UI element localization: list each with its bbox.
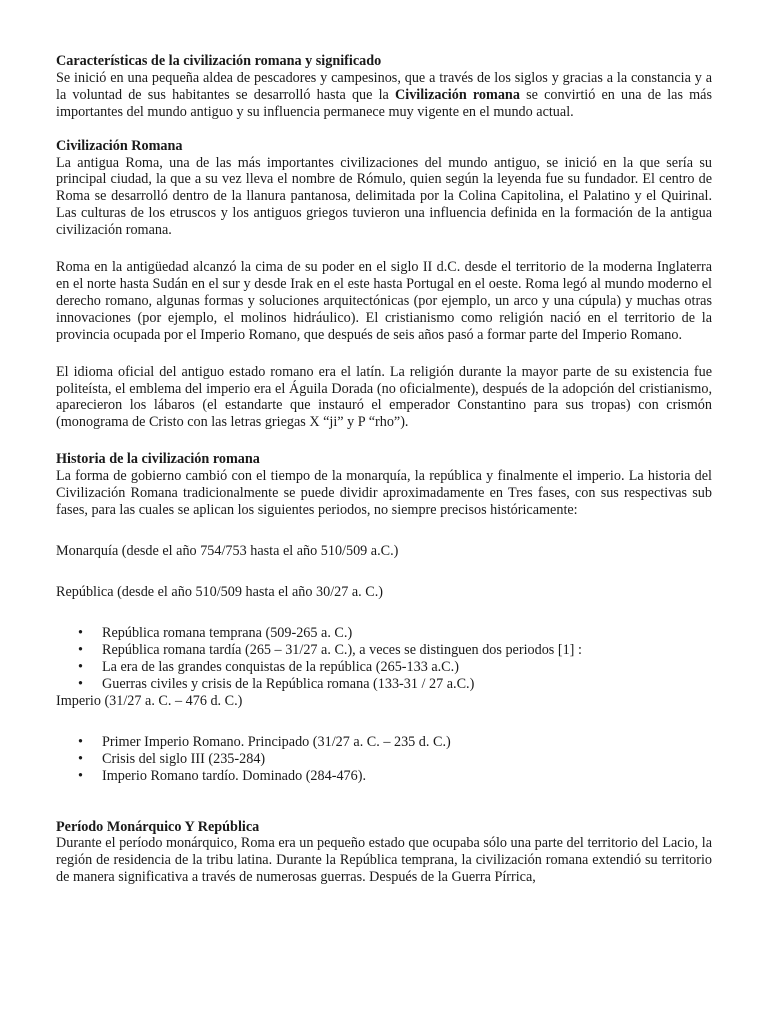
section-heading-caracteristicas: Características de la civilización romana y significado bbox=[56, 53, 382, 69]
list-item-text: República romana temprana (509-265 a. C.) bbox=[102, 624, 353, 641]
paragraph-historia-1: La forma de gobierno cambió con el tiempo de la monarquía, la república y finalmente el imperio. La historia del Civilización Romana tradicionalmente se puede dividir aproximadamente en Tres fases, con sus respectivas sub fases, para las cuales se aplican los siguientes periodos, no siempre precisos históricamente: bbox=[56, 468, 712, 518]
list-item bbox=[56, 659, 712, 676]
bullet-icon: • bbox=[78, 675, 83, 692]
section-heading-historia: Historia de la civilización romana bbox=[56, 451, 260, 468]
period-imperio: Imperio (31/27 a. C. – 476 d. C.) bbox=[56, 692, 243, 709]
paragraph-civilizacion-3: El idioma oficial del antiguo estado romano era el latín. La religión durante la mayor parte de su existencia fue politeísta, el emblema del imperio era el Águila Dorada (no oficialmente), después de la adopción del cristianismo, aparecieron los lábaros (el estandarte que instauró el emperador Constantino para sus tropas) con crismón (monograma de Cristo con las letras griegas X “ji” y P “rho”). bbox=[56, 363, 712, 431]
list-item bbox=[56, 734, 712, 751]
paragraph-periodo-1: Durante el período monárquico, Roma era un pequeño estado que ocupaba sólo una parte del territorio del Lacio, la región de residencia de la tribu latina. Durante la República temprana, la civilización romana extendió su territorio de manera significativa a través de numerosas guerras. Después de la Guerra Pírrica, bbox=[56, 835, 712, 886]
list-item-text: Crisis del siglo III (235-284) bbox=[102, 750, 266, 767]
period-monarquia: Monarquía (desde el año 754/753 hasta el año 510/509 a.C.) bbox=[56, 542, 399, 559]
section-heading-civilizacion: Civilización Romana bbox=[56, 137, 183, 154]
section-heading-periodo: Período Monárquico Y República bbox=[56, 818, 260, 835]
bullet-icon: • bbox=[78, 767, 83, 784]
list-item bbox=[56, 768, 712, 785]
list-item-text: La era de las grandes conquistas de la república (265-133 a.C.) bbox=[102, 658, 459, 675]
republica-list bbox=[56, 625, 712, 693]
paragraph-intro-text-b: se convirtió en una de las más importantes del mundo antiguo y su influencia permanece muy vigente en el mundo actual. bbox=[56, 86, 712, 120]
paragraph-intro-bold: Civilización romana bbox=[395, 86, 520, 103]
list-item bbox=[56, 642, 712, 659]
list-item bbox=[56, 751, 712, 768]
list-item bbox=[56, 676, 712, 693]
list-item-text: República romana tardía (265 – 31/27 a. C.), a veces se distinguen dos periodos [1] : bbox=[102, 641, 582, 658]
paragraph-intro-text-a: Se inició en una pequeña aldea de pescadores y campesinos, que a través de los siglos y gracias a la constancia y a la voluntad de sus habitantes se desarrolló hasta que la bbox=[56, 69, 712, 103]
bullet-icon: • bbox=[78, 750, 83, 767]
bullet-icon: • bbox=[78, 641, 83, 658]
bullet-icon: • bbox=[78, 733, 83, 750]
bullet-icon: • bbox=[78, 658, 83, 675]
paragraph-civilizacion-1: La antigua Roma, una de las más importantes civilizaciones del mundo antiguo, se inició en la que sería su principal ciudad, la que a su vez lleva el nombre de Rómulo, quien según la leyenda fue su fundador. El centro de Roma se desarrolló dentro de la llanura pantanosa, delimitada por la Colina Capitolina, el Palatino y el Quirinal. Las culturas de los etruscos y los antiguos griegos tuvieron una influencia definida en la formación de la antigua civilización romana. bbox=[56, 154, 712, 239]
list-item-text: Primer Imperio Romano. Principado (31/27 a. C. – 235 d. C.) bbox=[102, 733, 451, 750]
imperio-list bbox=[56, 734, 712, 785]
paragraph-intro bbox=[56, 70, 712, 121]
list-item-text: Imperio Romano tardío. Dominado (284-476). bbox=[102, 767, 366, 784]
period-republica: República (desde el año 510/509 hasta el año 30/27 a. C.) bbox=[56, 583, 384, 600]
paragraph-civilizacion-2: Roma en la antigüedad alcanzó la cima de su poder en el siglo II d.C. desde el territorio de la moderna Inglaterra en el norte hasta Sudán en el sur y desde Irak en el este hasta Portugal en el oeste. Roma legó al mundo moderno el derecho romano, algunas formas y soluciones arquitectónicas (por ejemplo, un arco y una cúpula) y muchas otras innovaciones (por ejemplo, el molinos hidráulico). El cristianismo como religión nació en el territorio de la provincia ocupada por el Imperio Romano, que después de seis años pasó a formar parte del Imperio Romano. bbox=[56, 259, 712, 343]
bullet-icon: • bbox=[78, 624, 83, 641]
list-item-text: Guerras civiles y crisis de la República romana (133-31 / 27 a.C.) bbox=[102, 675, 475, 692]
list-item bbox=[56, 625, 712, 642]
